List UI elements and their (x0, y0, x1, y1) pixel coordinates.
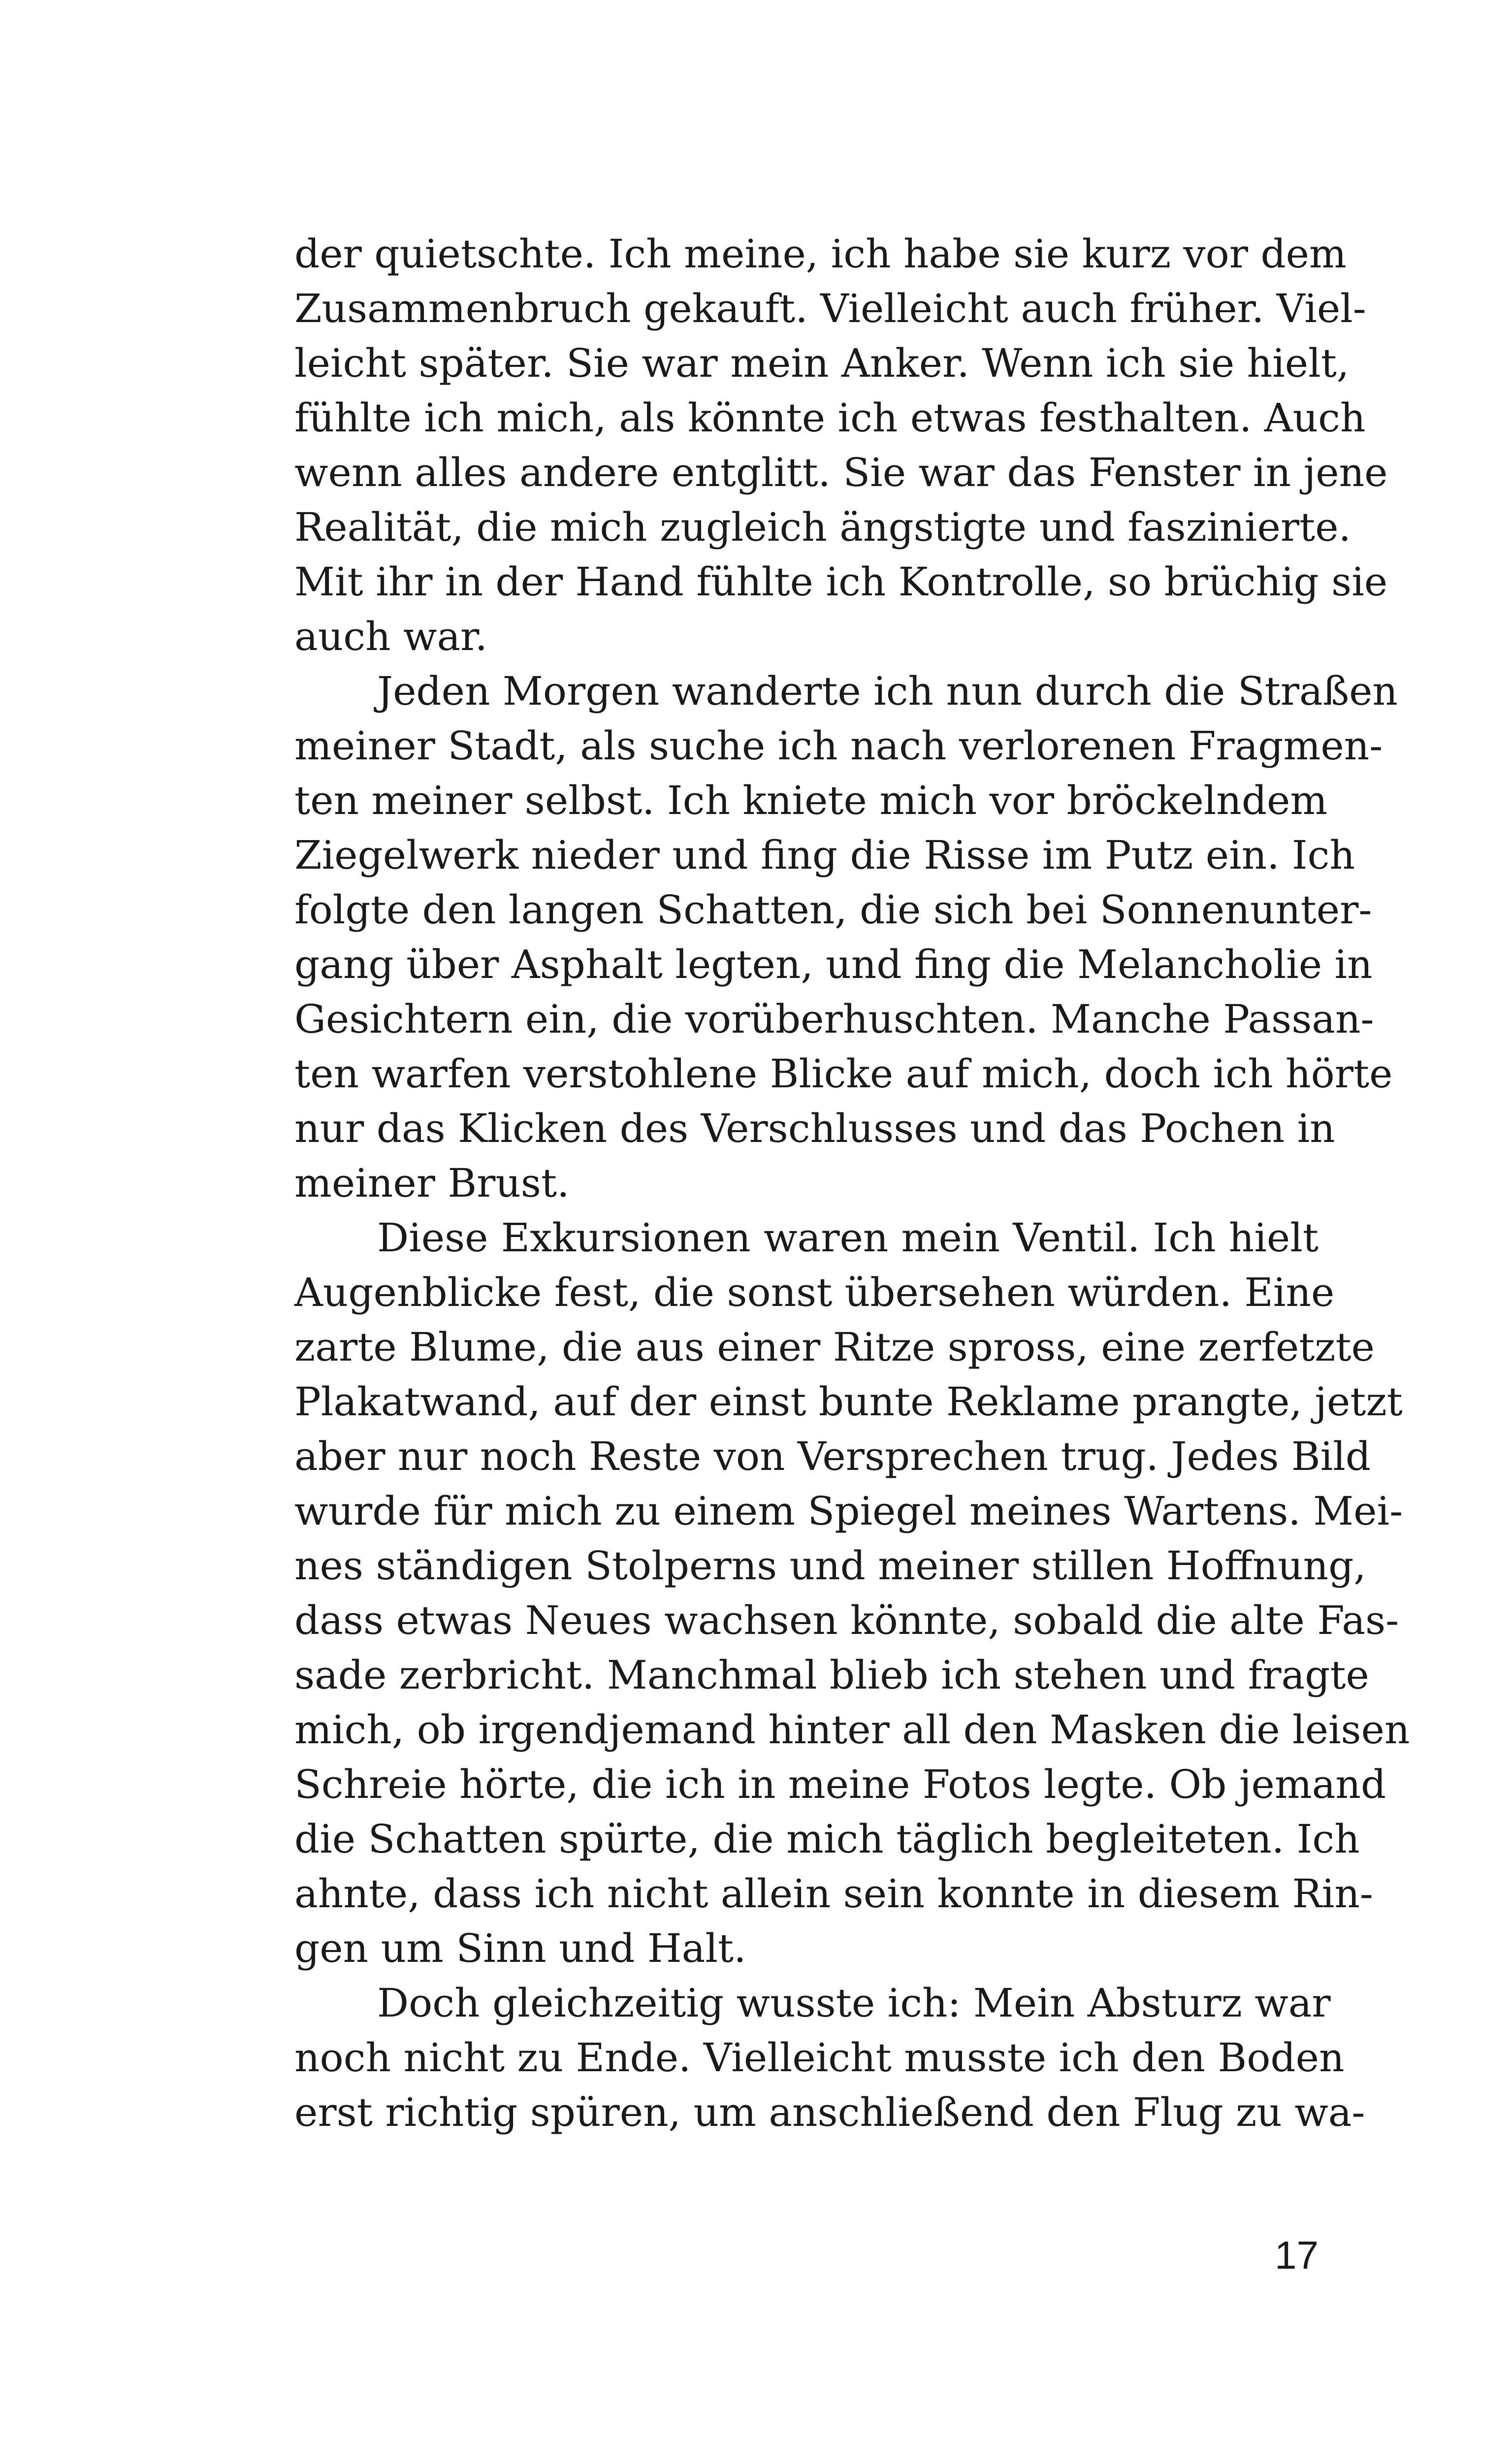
text-line: erst richtig spüren, um anschließend den Flug zu wa- (294, 2089, 1365, 2135)
paragraph (294, 1976, 1365, 2140)
text-line: noch nicht zu Ende. Vielleicht musste ich den Boden (294, 2035, 1345, 2081)
text-line: Realität, die mich zugleich ängstigte und faszinierte. (294, 504, 1351, 550)
paragraph (294, 1210, 1410, 1976)
text-line: folgte den langen Schatten, die sich bei Sonnenunter- (294, 887, 1372, 933)
paragraph (294, 664, 1398, 1210)
text-line: aber nur noch Reste von Versprechen trug. Jedes Bild (294, 1433, 1371, 1479)
text-line: auch war. (294, 614, 488, 659)
text-line: Jeden Morgen wanderte ich nun durch die Straßen (377, 668, 1398, 714)
text-line: Diese Exkursionen waren mein Ventil. Ich hielt (377, 1215, 1319, 1261)
text-line: dass etwas Neues wachsen könnte, sobald die alte Fas- (294, 1597, 1399, 1643)
text-line: Gesichtern ein, die vorüberhuschten. Manche Passan- (294, 996, 1374, 1042)
text-line: nes ständigen Stolperns und meiner stillen Hoffnung, (294, 1543, 1366, 1589)
text-line: Zusammenbruch gekauft. Vielleicht auch früher. Viel- (294, 286, 1366, 331)
text-line: der quietschte. Ich meine, ich habe sie kurz vor dem (294, 231, 1347, 277)
text-line: Doch gleichzeitig wusste ich: Mein Absturz war (377, 1980, 1331, 2026)
text-line: mich, ob irgendjemand hinter all den Masken die leisen (294, 1707, 1410, 1753)
text-line: fühlte ich mich, als könnte ich etwas festhalten. Auch (294, 395, 1366, 441)
text-line: gen um Sinn und Halt. (294, 1925, 746, 1971)
text-line: ten warfen verstohlene Blicke auf mich, doch ich hörte (294, 1051, 1393, 1097)
page-number: 17 (1275, 2233, 1319, 2277)
text-line: wurde für mich zu einem Spiegel meines Wartens. Mei- (294, 1488, 1403, 1534)
paragraph (294, 227, 1388, 664)
text-line: meiner Brust. (294, 1160, 570, 1206)
text-line: Augenblicke fest, die sonst übersehen würden. Eine (294, 1270, 1335, 1315)
text-line: Ziegelwerk nieder und fing die Risse im Putz ein. Ich (294, 832, 1355, 878)
text-line: zarte Blume, die aus einer Ritze spross, eine zerfetzte (294, 1324, 1375, 1370)
text-line: ahnte, dass ich nicht allein sein konnte in diesem Rin- (294, 1871, 1373, 1917)
text-line: Plakatwand, auf der einst bunte Reklame prangte, jetzt (294, 1379, 1403, 1425)
text-line: leicht später. Sie war mein Anker. Wenn ich sie hielt, (294, 340, 1350, 386)
text-line: gang über Asphalt legten, und fing die Melancholie in (294, 942, 1373, 987)
body-text (294, 227, 1410, 2140)
text-line: die Schatten spürte, die mich täglich begleiteten. Ich (294, 1816, 1360, 1862)
text-line: sade zerbricht. Manchmal blieb ich stehen und fragte (294, 1652, 1369, 1698)
text-line: ten meiner selbst. Ich kniete mich vor bröckelndem (294, 778, 1328, 823)
text-line: meiner Stadt, als suche ich nach verlorenen Fragmen- (294, 723, 1383, 769)
text-line: Mit ihr in der Hand fühlte ich Kontrolle, so brüchig sie (294, 559, 1388, 605)
text-line: wenn alles andere entglitt. Sie war das Fenster in jene (294, 450, 1388, 495)
text-line: Schreie hörte, die ich in meine Fotos legte. Ob jemand (294, 1761, 1386, 1807)
text-line: nur das Klicken des Verschlusses und das Pochen in (294, 1106, 1335, 1151)
